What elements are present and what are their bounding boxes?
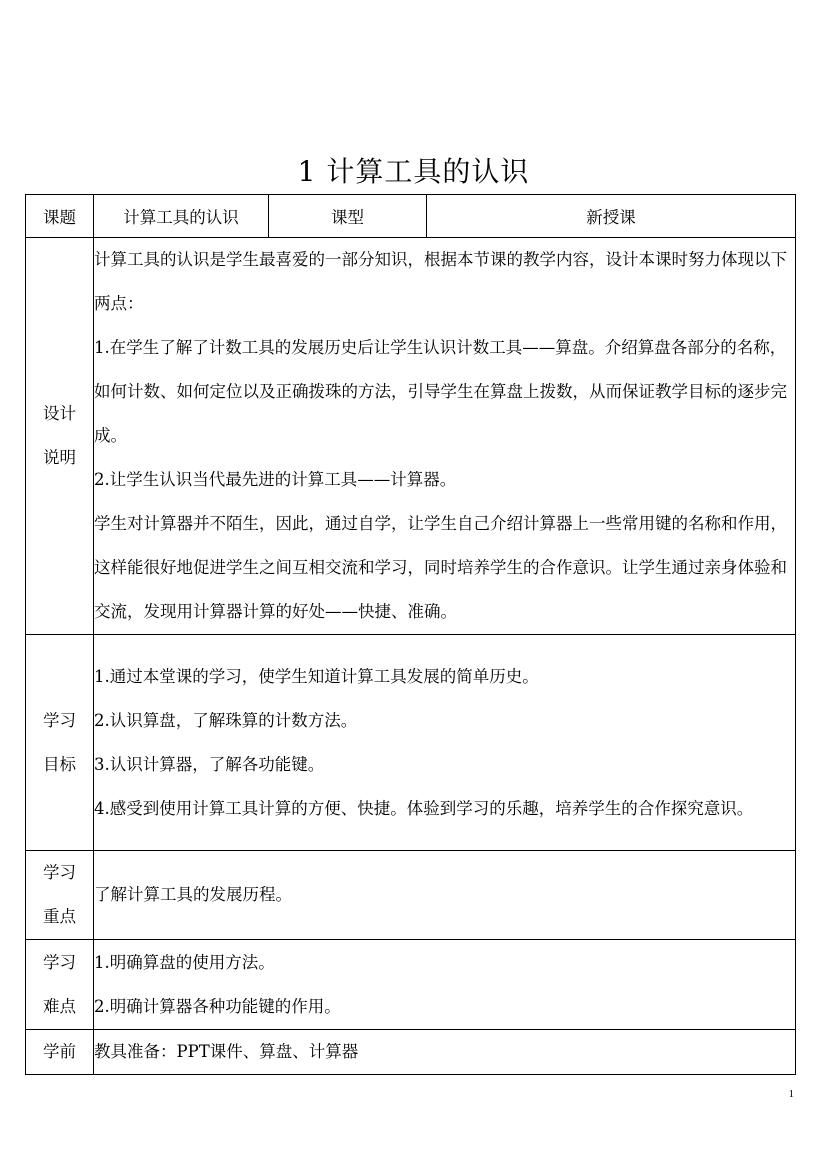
key-points-label-line-2: 重点 bbox=[43, 907, 76, 926]
header-row bbox=[26, 195, 796, 238]
design-label-line-2: 说明 bbox=[43, 448, 76, 467]
document-title: 1 计算工具的认识 bbox=[297, 155, 530, 188]
key-points-row bbox=[26, 851, 796, 940]
goals-label-line-1: 学习 bbox=[43, 710, 76, 730]
goals-label bbox=[26, 635, 94, 851]
design-row bbox=[26, 238, 796, 635]
lesson-type-value: 新授课 bbox=[427, 195, 796, 238]
preparation-label-line-1: 学前 bbox=[43, 1042, 76, 1061]
preparation-text: 教具准备：PPT课件、算盘、计算器 bbox=[94, 1042, 359, 1061]
goals-content bbox=[94, 635, 796, 851]
difficulties-label bbox=[26, 940, 94, 1030]
key-points-label-line-1: 学习 bbox=[43, 863, 76, 882]
difficulties-label-line-2: 难点 bbox=[43, 996, 76, 1016]
lesson-type-label: 课型 bbox=[269, 195, 427, 238]
key-points-label bbox=[26, 851, 94, 940]
design-paragraph-3: 2.让学生认识当代最先进的计算工具——计算器。 bbox=[94, 470, 457, 489]
subject-label: 课题 bbox=[26, 195, 94, 238]
goals-label-line-2: 目标 bbox=[43, 754, 76, 774]
subject-value: 计算工具的认识 bbox=[94, 195, 269, 238]
preparation-row bbox=[26, 1030, 796, 1075]
lesson-plan-table bbox=[25, 194, 796, 1075]
difficulties-content bbox=[94, 940, 796, 1030]
goals-item-1: 1.通过本堂课的学习，使学生知道计算工具发展的简单历史。 bbox=[94, 666, 539, 686]
preparation-label bbox=[26, 1030, 94, 1075]
design-label-line-1: 设计 bbox=[43, 404, 76, 423]
design-paragraph-1: 计算工具的认识是学生最喜爱的一部分知识，根据本节课的教学内容，设计本课时努力体现以下两点： bbox=[94, 250, 787, 313]
key-points-text: 了解计算工具的发展历程。 bbox=[94, 885, 292, 904]
goals-item-2: 2.认识算盘，了解珠算的计数方法。 bbox=[94, 710, 358, 730]
goals-item-3: 3.认识计算器，了解各功能键。 bbox=[94, 754, 325, 774]
difficulties-item-2: 2.明确计算器各种功能键的作用。 bbox=[94, 996, 341, 1016]
preparation-content bbox=[94, 1030, 796, 1075]
difficulties-item-1: 1.明确算盘的使用方法。 bbox=[94, 952, 275, 972]
goals-row bbox=[26, 635, 796, 851]
design-label bbox=[26, 238, 94, 635]
goals-item-4: 4.感受到使用计算工具计算的方便、快捷。体验到学习的乐趣，培养学生的合作探究意识。 bbox=[94, 798, 754, 818]
key-points-content bbox=[94, 851, 796, 940]
design-paragraph-4: 学生对计算器并不陌生，因此，通过自学，让学生自己介绍计算器上一些常用键的名称和作用，这样能很好地促进学生之间互相交流和学习，同时培养学生的合作意识。让学生通过亲身体验和交流，发现用计算器计算的好处——快捷、准确。 bbox=[94, 514, 787, 621]
difficulties-label-line-1: 学习 bbox=[43, 952, 76, 972]
design-content bbox=[94, 238, 796, 635]
difficulties-row bbox=[26, 940, 796, 1030]
page-number: 1 bbox=[788, 1088, 794, 1100]
design-paragraph-2: 1.在学生了解了计数工具的发展历史后让学生认识计数工具——算盘。介绍算盘各部分的名称，如何计数、如何定位以及正确拨珠的方法，引导学生在算盘上拨数，从而保证教学目标的逐步完成。 bbox=[94, 338, 787, 445]
